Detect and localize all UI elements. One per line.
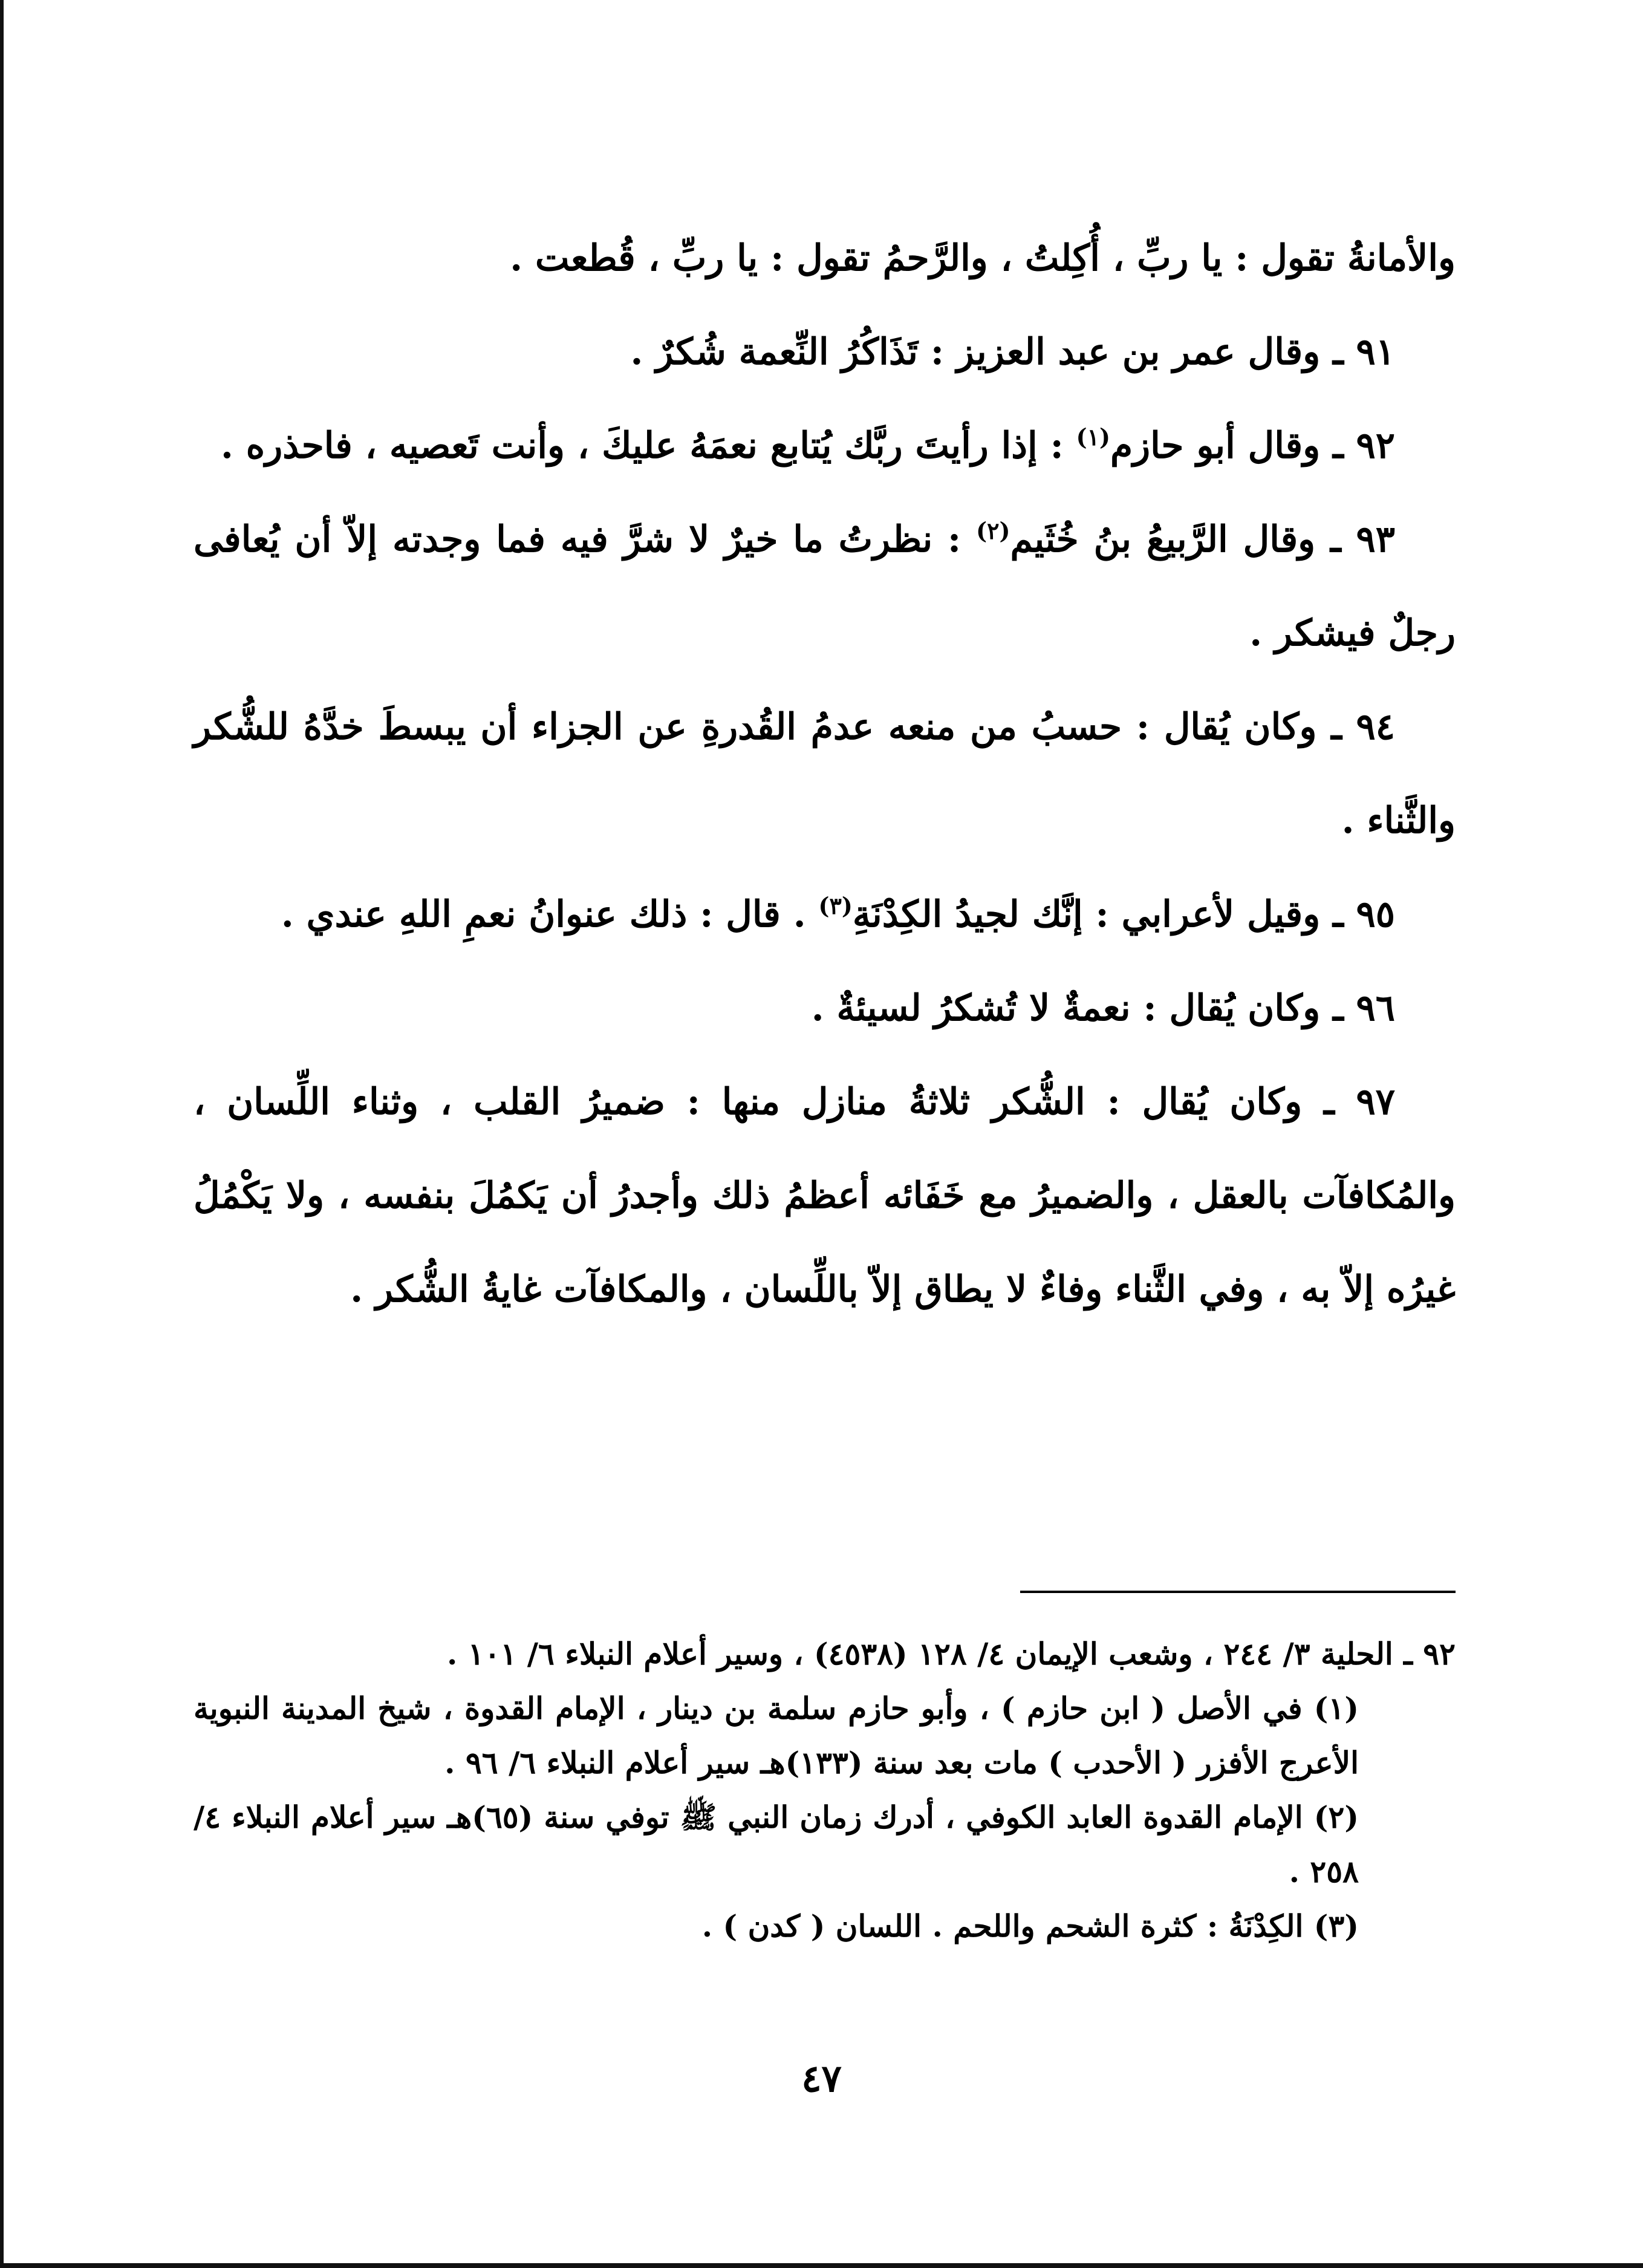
- paragraph-91: ٩١ ـ وقال عمر بن عبد العزيز : تَذَاكُرُ النِّعمة شُكرٌ .: [630, 331, 1395, 373]
- paragraph-95: [194, 868, 1456, 962]
- paragraph-97: ٩٧ ـ وكان يُقال : الشُّكر ثلاثةُ منازل منها : ضميرُ القلب ، وثناء اللِّسان ، والمُكافآت بالعقل ، والضميرُ مع خَفَائه أعظمُ ذلك وأجدرُ أن يَكمُلَ بنفسه ، ولا يَكْمُلُ غيرُه إلاّ به ، وفي الثَّناء وفاءٌ لا يطاق إلاّ باللِّسان ، والمكافآت غايةُ الشُّكر .: [194, 1081, 1456, 1311]
- footnote-ref-3: (٣): [818, 892, 853, 919]
- footnote-source-92: ٩٢ ـ الحلية ٣/ ٢٤٤ ، وشعب الإيمان ٤/ ١٢٨ (٤٥٣٨) ، وسير أعلام النبلاء ٦/ ١٠١ .: [446, 1636, 1456, 1672]
- paragraph-94: ٩٤ ـ وكان يُقال : حسبُ من منعه عدمُ القُدرةِ عن الجزاء أن يبسطَ خدَّهُ للشُّكر والثَّناء .: [194, 706, 1456, 842]
- footnotes: [194, 1627, 1456, 1954]
- main-text: [194, 212, 1456, 1337]
- paragraph-93-body: : نظرتُ ما خيرٌ لا شرَّ فيه فما وجدته إلاّ أن يُعافى رجلٌ فيشكر .: [194, 518, 1456, 654]
- scan-bottom-edge: [0, 2263, 1643, 2268]
- paragraph-95-head: ٩٥ ـ وقيل لأعرابي : إنَّك لجيدُ الكِدْنَةِ: [852, 893, 1395, 936]
- paragraph-continuation: والأمانةُ تقول : يا ربِّ ، أُكِلتُ ، والرَّحمُ تقول : يا ربِّ ، قُطعت .: [510, 237, 1456, 279]
- paragraph-92-head: ٩٢ ـ وقال أبو حازم: [1110, 425, 1395, 467]
- footnote-1: (١) في الأصل ( ابن حازم ) ، وأبو حازم سلمة بن دينار ، الإمام القدوة ، شيخ المدينة النبوية الأعرج الأفزر ( الأحدب ) مات بعد سنة (١٣٣)هـ سير أعلام النبلاء ٦/ ٩٦ .: [194, 1690, 1359, 1781]
- paragraph-92-body: : إذا رأيتَ ربَّك يُتابع نعمَهُ عليكَ ، وأنت تَعصيه ، فاحذره .: [221, 425, 1064, 467]
- paragraph-96: ٩٦ ـ وكان يُقال : نعمةٌ لا تُشكرُ لسيئةٌ .: [811, 987, 1395, 1029]
- footnote-ref-2: (٢): [976, 517, 1010, 544]
- footnote-2: (٢) الإمام القدوة العابد الكوفي ، أدرك زمان النبي ﷺ توفي سنة (٦٥)هـ سير أعلام النبلاء ٤/ ٢٥٨ .: [194, 1799, 1359, 1889]
- paragraph-92: [194, 399, 1456, 493]
- footnote-separator: [1020, 1591, 1456, 1593]
- footnote-ref-1: (١): [1076, 423, 1111, 451]
- paragraph-93: [194, 493, 1456, 680]
- paragraph-93-head: ٩٣ ـ وقال الرَّبيعُ بنُ خُثَيم: [1010, 518, 1395, 561]
- page-number: ٤٧: [801, 2056, 842, 2100]
- footnote-3: (٣) الكِدْنَةُ : كثرة الشحم واللحم . اللسان ( كدن ) .: [701, 1908, 1359, 1944]
- paragraph-95-body: . قال : ذلك عنوانُ نعمِ اللهِ عندي .: [281, 893, 806, 936]
- scan-left-edge: [0, 0, 4, 2268]
